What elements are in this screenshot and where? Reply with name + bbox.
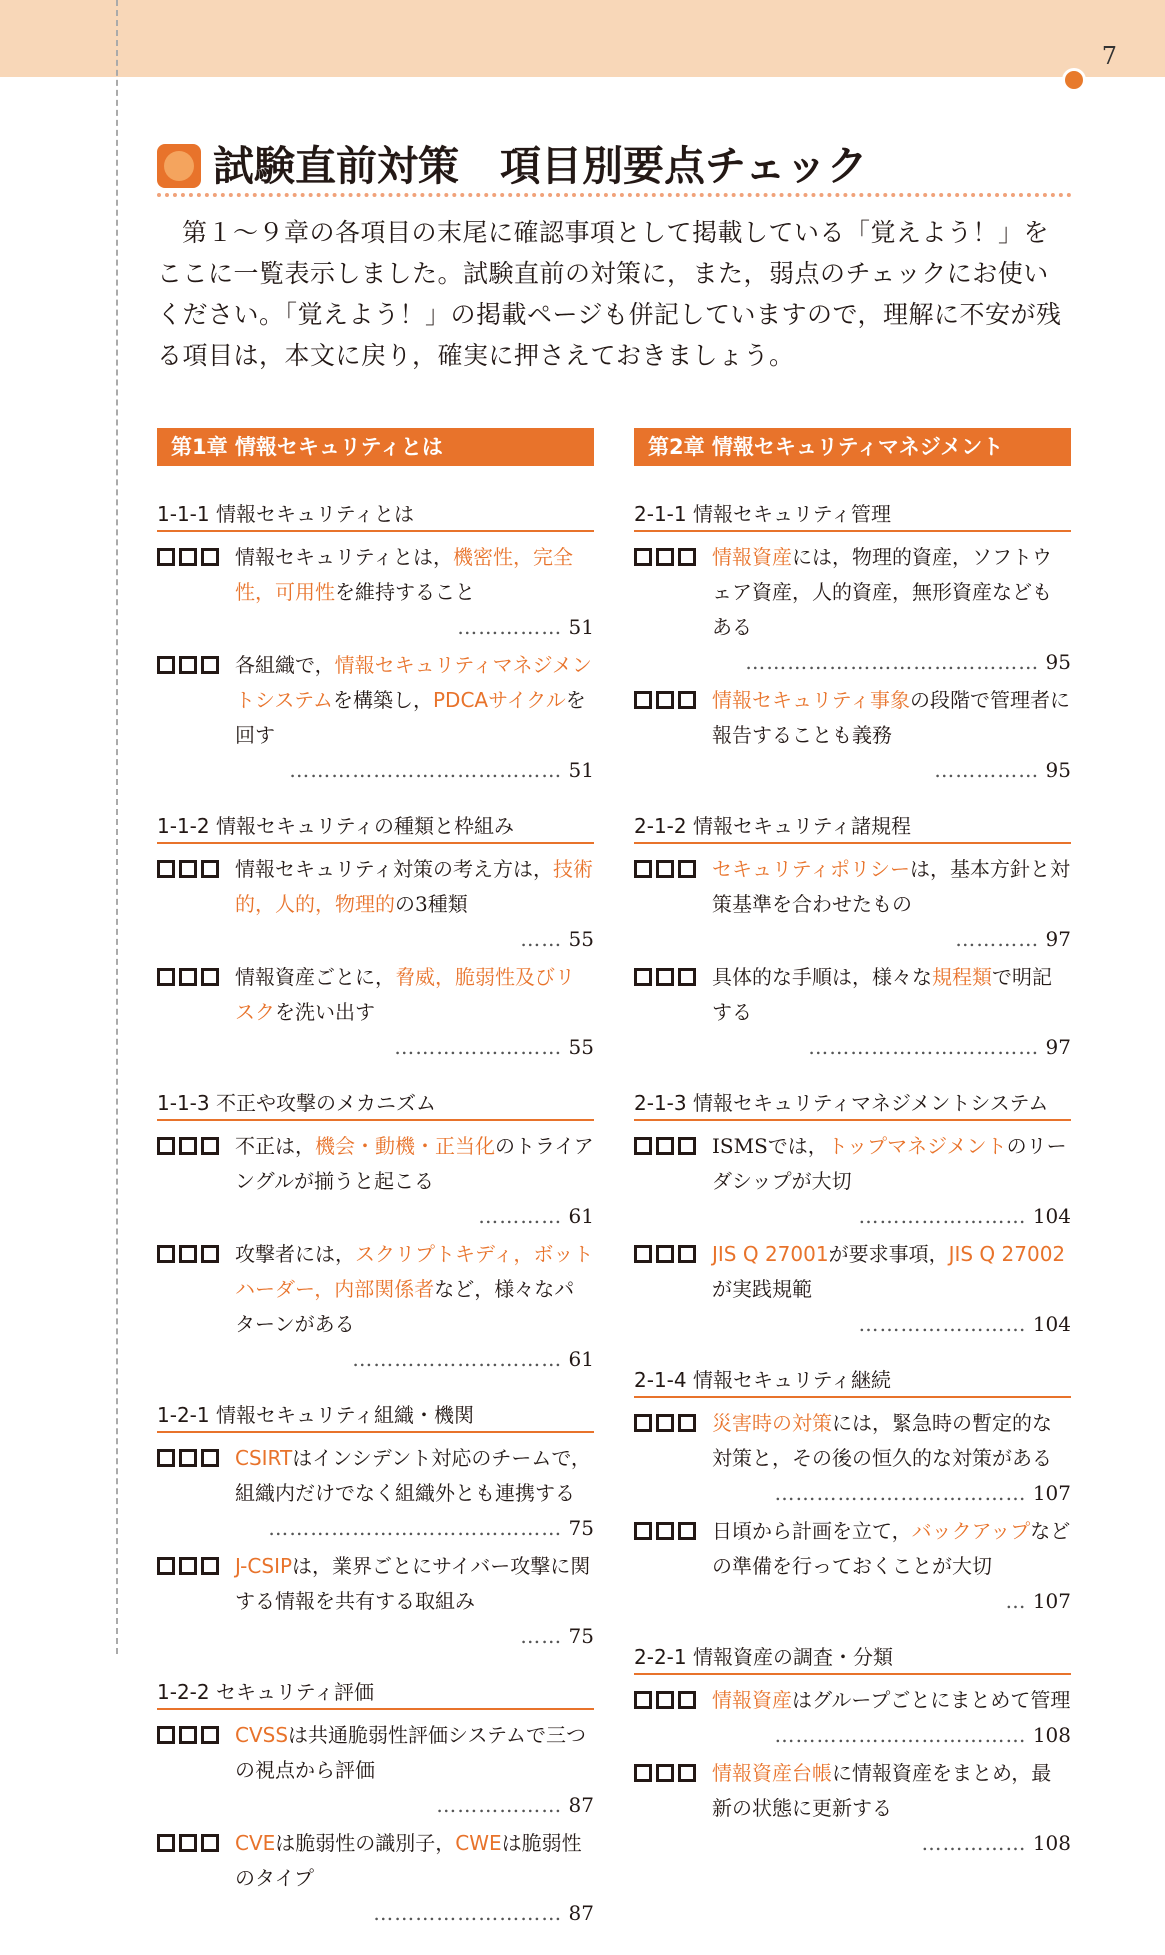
intro-text: [157, 212, 1072, 376]
checkbox-group: [157, 656, 219, 674]
page-reference: [712, 645, 1071, 680]
page-number: 7: [1101, 42, 1117, 70]
page-reference: [712, 1826, 1071, 1861]
keyword-highlight: CWE: [455, 1831, 502, 1855]
item-text: などの準備を行っておくことが大切: [712, 1519, 1071, 1578]
checkbox-icon[interactable]: [678, 1137, 696, 1155]
page-reference: [235, 753, 594, 788]
item-text: を維持すること: [335, 580, 475, 604]
checkbox-icon[interactable]: [157, 860, 175, 878]
checklist-item: [157, 1129, 594, 1234]
item-text: 日頃から計画を立て，: [712, 1519, 912, 1543]
checklist-item: [157, 1549, 594, 1654]
checklist-item: [634, 1756, 1071, 1861]
checkbox-icon[interactable]: [157, 968, 175, 986]
page-reference: [235, 1342, 594, 1377]
keyword-highlight: 情報セキュリティマネジメントシステム: [235, 653, 593, 712]
checkbox-icon[interactable]: [179, 1137, 197, 1155]
checklist-section: [634, 1089, 1071, 1342]
page-reference: [235, 1030, 594, 1065]
checkbox-icon[interactable]: [656, 1245, 674, 1263]
page-ref-number: 61: [568, 1347, 594, 1371]
page-reference: [712, 1199, 1071, 1234]
leader-dots: ……………: [457, 615, 563, 639]
keyword-highlight: 災害時の対策: [712, 1411, 832, 1435]
checkbox-icon[interactable]: [656, 691, 674, 709]
checkbox-icon[interactable]: [157, 1245, 175, 1263]
keyword-highlight: J-CSIP: [235, 1554, 293, 1578]
checkbox-icon[interactable]: [634, 691, 652, 709]
item-text: など，様々なパターンがある: [235, 1277, 575, 1336]
chapter-header: 第2章 情報セキュリティマネジメント: [634, 428, 1071, 466]
page-ref-number: 95: [1045, 758, 1071, 782]
checklist-section: [634, 1366, 1071, 1619]
checkbox-icon[interactable]: [634, 968, 652, 986]
keyword-highlight: バックアップ: [911, 1519, 1031, 1543]
leader-dots: ……………………………: [808, 1035, 1040, 1059]
keyword-highlight: スクリプトキディ，ボットハーダー，内部関係者: [235, 1242, 594, 1301]
checkbox-icon[interactable]: [201, 656, 219, 674]
item-text: 情報セキュリティ対策の考え方は，: [235, 857, 553, 881]
leader-dots: ………………………………: [774, 1481, 1027, 1505]
page-reference: [712, 1307, 1071, 1342]
page-ref-number: 104: [1032, 1312, 1071, 1336]
header-band: [0, 0, 1165, 77]
page-ref-number: 95: [1045, 650, 1071, 674]
checkbox-icon[interactable]: [157, 1137, 175, 1155]
page-reference: [235, 1511, 594, 1546]
section-heading: 2-1-2 情報セキュリティ諸規程: [634, 812, 1071, 844]
checklist-item: [157, 540, 594, 645]
section-heading: 2-1-4 情報セキュリティ継続: [634, 1366, 1071, 1398]
checkbox-icon[interactable]: [179, 548, 197, 566]
item-text: は，基本方針と対策基準を合わせたもの: [712, 857, 1070, 916]
checkbox-icon[interactable]: [201, 1726, 219, 1744]
checklist-item: [634, 1129, 1071, 1234]
checkbox-icon[interactable]: [179, 1449, 197, 1467]
checkbox-group: [634, 1522, 696, 1540]
keyword-highlight: JIS Q 27002: [948, 1242, 1066, 1266]
page-reference: [712, 753, 1071, 788]
section-heading: 2-1-3 情報セキュリティマネジメントシステム: [634, 1089, 1071, 1121]
section-heading: 1-1-1 情報セキュリティとは: [157, 500, 594, 532]
page-ref-number: 87: [568, 1793, 594, 1817]
leader-dots: ……………: [934, 758, 1040, 782]
chapter-header: 第1章 情報セキュリティとは: [157, 428, 594, 466]
checklist-item: [157, 1718, 594, 1823]
checkbox-icon[interactable]: [656, 1691, 674, 1709]
keyword-highlight: 機会・動機・正当化: [315, 1134, 495, 1158]
item-text: は共通脆弱性評価システムで三つの視点から評価: [235, 1723, 587, 1782]
checklist-item: [157, 1237, 594, 1377]
leader-dots: ……………………: [858, 1312, 1027, 1336]
page-ref-number: 75: [568, 1624, 594, 1648]
item-text: を構築し，: [333, 688, 433, 712]
keyword-highlight: CVE: [235, 1831, 276, 1855]
page-ref-number: 51: [568, 758, 594, 782]
page-reference: [235, 1896, 594, 1931]
page-reference: [712, 922, 1071, 957]
item-text: のトライアングルが揃うと起こる: [235, 1134, 594, 1193]
keyword-highlight: 情報資産台帳: [712, 1761, 832, 1785]
page-ref-number: 55: [568, 1035, 594, 1059]
margin-dashed-rule: [116, 0, 118, 1654]
checkbox-icon[interactable]: [201, 1137, 219, 1155]
keyword-highlight: 情報資産: [712, 1688, 792, 1712]
item-text: で明記する: [712, 965, 1052, 1024]
checkbox-icon[interactable]: [634, 1414, 652, 1432]
section-heading: 1-1-3 不正や攻撃のメカニズム: [157, 1089, 594, 1121]
checklist-item: [634, 852, 1071, 957]
checkbox-group: [157, 1245, 219, 1263]
section-heading: 1-1-2 情報セキュリティの種類と枠組み: [157, 812, 594, 844]
checklist-section: [634, 1643, 1071, 1861]
item-text: はインシデント対応のチームで，組織内だけでなく組織外とも連携する: [235, 1446, 591, 1505]
checklist-item: [634, 1683, 1071, 1753]
leader-dots: ……………………: [858, 1204, 1027, 1228]
leader-dots: ………………………: [373, 1901, 563, 1925]
checkbox-icon[interactable]: [656, 860, 674, 878]
checkbox-group: [634, 1764, 696, 1782]
checkbox-icon[interactable]: [634, 1245, 652, 1263]
checkbox-icon[interactable]: [201, 1557, 219, 1575]
checkbox-group: [634, 1137, 696, 1155]
item-text: が実践規範: [712, 1277, 812, 1301]
checkbox-icon[interactable]: [656, 1137, 674, 1155]
page-reference: [235, 1619, 594, 1654]
checkbox-icon[interactable]: [201, 968, 219, 986]
item-text: 情報資産ごとに，: [235, 965, 395, 989]
item-text: 不正は，: [235, 1134, 315, 1158]
leader-dots: ……………: [921, 1831, 1027, 1855]
leader-dots: ……: [520, 927, 563, 951]
section-heading: 1-2-1 情報セキュリティ組織・機関: [157, 1401, 594, 1433]
checkbox-icon[interactable]: [678, 860, 696, 878]
item-text: の段階で管理者に報告することも義務: [712, 688, 1070, 747]
checkbox-icon[interactable]: [179, 860, 197, 878]
checkbox-icon[interactable]: [634, 1764, 652, 1782]
item-text: ISMSでは，: [712, 1134, 828, 1158]
leader-dots: ………………………………: [774, 1723, 1027, 1747]
item-text: のリーダシップが大切: [712, 1134, 1067, 1193]
item-text: 攻撃者には，: [235, 1242, 355, 1266]
page-reference: [712, 1718, 1071, 1753]
section-heading: 2-2-1 情報資産の調査・分類: [634, 1643, 1071, 1675]
keyword-highlight: 技術的，人的，物理的: [235, 857, 593, 916]
page-ref-number: 75: [568, 1516, 594, 1540]
item-text: 各組織で，: [235, 653, 335, 677]
checkbox-icon[interactable]: [656, 548, 674, 566]
checkbox-icon[interactable]: [157, 1557, 175, 1575]
checklist-item: [157, 960, 594, 1065]
checkbox-icon[interactable]: [179, 1834, 197, 1852]
page-ref-number: 108: [1032, 1723, 1071, 1747]
checkbox-icon[interactable]: [157, 1834, 175, 1852]
item-text: は，業界ごとにサイバー攻撃に関する情報を共有する取組み: [235, 1554, 591, 1613]
checkbox-icon[interactable]: [634, 860, 652, 878]
checkbox-icon[interactable]: [201, 860, 219, 878]
page-ref-number: 104: [1032, 1204, 1071, 1228]
checklist-item: [634, 683, 1071, 788]
keyword-highlight: CVSS: [235, 1723, 289, 1747]
keyword-highlight: セキュリティポリシー: [712, 857, 910, 881]
leader-dots: ……………………………………: [268, 1516, 563, 1540]
intro-paragraph: 第１～９章の各項目の末尾に確認事項として掲載している「覚えよう！」をここに一覧表示しました。試験直前の対策に，また，弱点のチェックにお使いください。「覚えよう！」の掲載ページも併記していますので，理解に不安が残る項目は，本文に戻り，確実に押さえておきましょう。: [157, 218, 1062, 370]
checklist-item: [157, 852, 594, 957]
item-text: を回す: [235, 688, 586, 747]
chapter-2-column: [634, 428, 1071, 1885]
keyword-highlight: 脅威，脆弱性及びリスク: [235, 965, 575, 1024]
keyword-highlight: 情報セキュリティ事象: [712, 688, 910, 712]
checkbox-group: [157, 1726, 219, 1744]
page-reference: [235, 1199, 594, 1234]
checkbox-group: [157, 860, 219, 878]
item-text: 情報セキュリティとは，: [235, 545, 453, 569]
checklist-item: [634, 1406, 1071, 1511]
checklist-section: [157, 1401, 594, 1654]
page-ref-number: 61: [568, 1204, 594, 1228]
page-reference: [712, 1030, 1071, 1065]
checkbox-icon[interactable]: [179, 1245, 197, 1263]
leader-dots: …………: [478, 1204, 563, 1228]
page-ref-number: 97: [1045, 1035, 1071, 1059]
page-ref-number: 55: [568, 927, 594, 951]
checkbox-icon[interactable]: [201, 548, 219, 566]
leader-dots: ……: [520, 1624, 563, 1648]
checkbox-icon[interactable]: [634, 1691, 652, 1709]
checkbox-icon[interactable]: [678, 1522, 696, 1540]
section-heading: 2-1-1 情報セキュリティ管理: [634, 500, 1071, 532]
checkbox-icon[interactable]: [634, 548, 652, 566]
keyword-highlight: CSIRT: [235, 1446, 293, 1470]
checkbox-icon[interactable]: [201, 1449, 219, 1467]
keyword-highlight: 情報資産: [712, 545, 792, 569]
item-text: を洗い出す: [275, 1000, 375, 1024]
checkbox-group: [634, 860, 696, 878]
title-dotted-rule: [157, 193, 1072, 197]
section-heading: 1-2-2 セキュリティ評価: [157, 1678, 594, 1710]
page-ref-number: 97: [1045, 927, 1071, 951]
checkbox-group: [634, 1414, 696, 1432]
page-reference: [712, 1476, 1071, 1511]
checkbox-icon[interactable]: [678, 1691, 696, 1709]
page-ref-number: 87: [568, 1901, 594, 1925]
page-ref-number: 107: [1032, 1589, 1071, 1613]
checklist-section: [157, 500, 594, 788]
item-text: には，緊急時の暫定的な対策と，その後の恒久的な対策がある: [712, 1411, 1052, 1470]
item-text: が要求事項，: [828, 1242, 949, 1266]
checklist-section: [634, 812, 1071, 1065]
checkbox-group: [634, 691, 696, 709]
checklist-item: [634, 960, 1071, 1065]
checklist-item: [157, 1826, 594, 1931]
checkbox-icon[interactable]: [656, 968, 674, 986]
page-reference: [712, 1584, 1071, 1619]
checkbox-group: [634, 548, 696, 566]
checkbox-icon[interactable]: [656, 1414, 674, 1432]
checkbox-icon[interactable]: [656, 1522, 674, 1540]
page-ref-number: 107: [1032, 1481, 1071, 1505]
item-text: は脆弱性のタイプ: [235, 1831, 582, 1890]
checkbox-icon[interactable]: [678, 1764, 696, 1782]
leader-dots: …………: [955, 927, 1040, 951]
leader-dots: ……………………………………: [745, 650, 1040, 674]
keyword-highlight: 機密性，完全性，可用性: [235, 545, 573, 604]
checkbox-group: [157, 1834, 219, 1852]
item-text: 具体的な手順は，様々な: [712, 965, 932, 989]
checkbox-group: [157, 1557, 219, 1575]
checklist-item: [157, 1441, 594, 1546]
checkbox-icon[interactable]: [656, 1764, 674, 1782]
chapter-1-column: [157, 428, 594, 1955]
checklist-item: [634, 1514, 1071, 1619]
page-reference: [235, 610, 594, 645]
keyword-highlight: 規程類: [932, 965, 992, 989]
checklist-section: [157, 812, 594, 1065]
checkbox-group: [634, 968, 696, 986]
checkbox-icon[interactable]: [678, 968, 696, 986]
checklist-section: [157, 1089, 594, 1377]
checkbox-group: [157, 548, 219, 566]
checkbox-group: [634, 1245, 696, 1263]
leader-dots: ………………: [436, 1793, 563, 1817]
page-reference: [235, 922, 594, 957]
checkbox-icon[interactable]: [678, 548, 696, 566]
page-ref-number: 108: [1032, 1831, 1071, 1855]
checkbox-icon[interactable]: [678, 1245, 696, 1263]
checklist-section: [157, 1678, 594, 1931]
checkbox-icon[interactable]: [179, 1726, 197, 1744]
page-title: 試験直前対策 項目別要点チェック: [213, 142, 868, 190]
checklist-section: [634, 500, 1071, 788]
checkbox-icon[interactable]: [179, 656, 197, 674]
item-text: はグループごとにまとめて管理: [792, 1688, 1071, 1712]
leader-dots: …: [1005, 1589, 1027, 1613]
leader-dots: …………………………………: [289, 758, 563, 782]
checklist-item: [634, 1237, 1071, 1342]
item-text: の3種類: [395, 892, 468, 916]
checkbox-group: [157, 1449, 219, 1467]
item-text: には，物理的資産，ソフトウェア資産，人的資産，無形資産などもある: [712, 545, 1052, 639]
item-text: は脆弱性の識別子，: [275, 1831, 456, 1855]
checkbox-group: [157, 1137, 219, 1155]
checkbox-icon[interactable]: [179, 1557, 197, 1575]
keyword-highlight: PDCAサイクル: [433, 688, 566, 712]
checkbox-icon[interactable]: [201, 1834, 219, 1852]
title-circle-icon: [157, 144, 201, 188]
item-text: に情報資産をまとめ，最新の状態に更新する: [712, 1761, 1052, 1820]
checkbox-icon[interactable]: [201, 1245, 219, 1263]
checkbox-group: [157, 968, 219, 986]
checkbox-icon[interactable]: [157, 1726, 175, 1744]
checkbox-icon[interactable]: [678, 691, 696, 709]
checkbox-group: [634, 1691, 696, 1709]
page-reference: [235, 1788, 594, 1823]
keyword-highlight: トップマネジメント: [827, 1134, 1007, 1158]
leader-dots: ……………………: [394, 1035, 563, 1059]
leader-dots: …………………………: [352, 1347, 563, 1371]
checkbox-icon[interactable]: [179, 968, 197, 986]
keyword-highlight: JIS Q 27001: [712, 1242, 829, 1266]
checkbox-icon[interactable]: [678, 1414, 696, 1432]
checkbox-icon[interactable]: [157, 656, 175, 674]
checkbox-icon[interactable]: [634, 1137, 652, 1155]
page-marker-dot: [1062, 68, 1086, 92]
checklist-item: [157, 648, 594, 788]
checkbox-icon[interactable]: [157, 548, 175, 566]
checkbox-icon[interactable]: [157, 1449, 175, 1467]
page-ref-number: 51: [568, 615, 594, 639]
checkbox-icon[interactable]: [634, 1522, 652, 1540]
checklist-item: [634, 540, 1071, 680]
